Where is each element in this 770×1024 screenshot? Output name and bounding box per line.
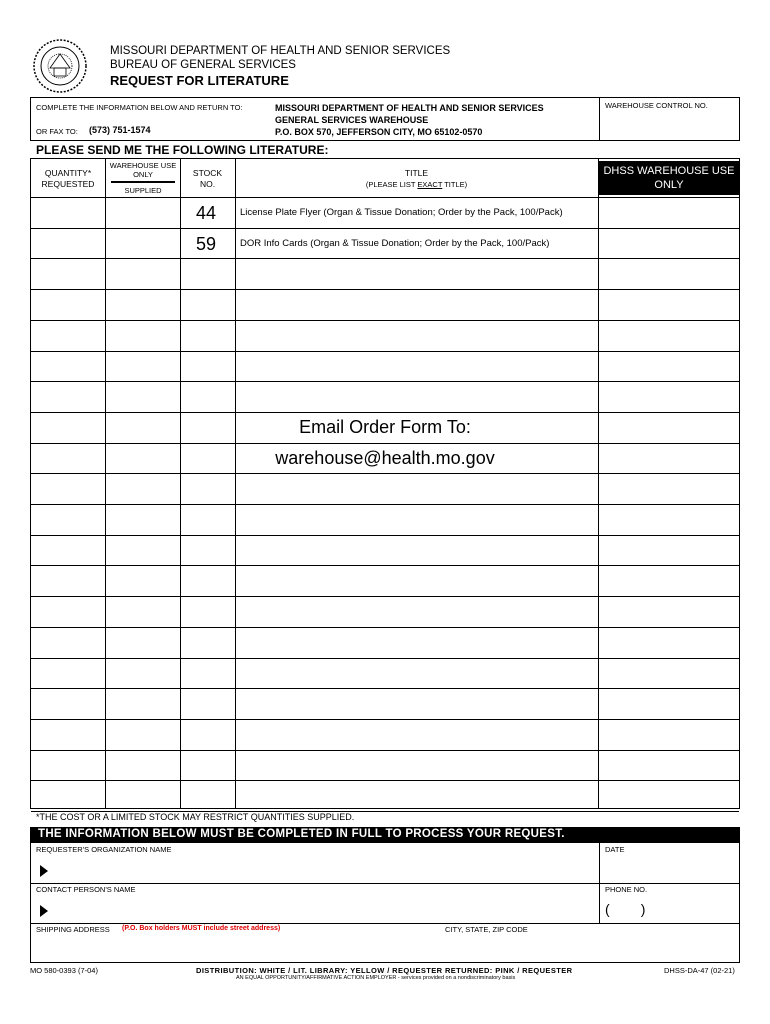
dhss-form-number: DHSS-DA-47 (02-21) [664,966,735,975]
table-row-line [31,596,739,597]
table-row-line [31,381,739,382]
address-line-1: MISSOURI DEPARTMENT OF HEALTH AND SENIOR SERVICES [275,103,544,113]
table-row-line [31,535,739,536]
email-label: Email Order Form To: [299,417,471,437]
return-instruction: COMPLETE THE INFORMATION BELOW AND RETURN TO: [36,103,243,112]
bureau-name: BUREAU OF GENERAL SERVICES [110,59,296,71]
fax-label: OR FAX TO: [36,127,78,136]
org-name-label: REQUESTER'S ORGANIZATION NAME [36,845,172,854]
state-seal-icon [32,38,88,94]
row-2-stock: 59 [196,234,217,254]
row-2-title: DOR Info Cards (Organ & Tissue Donation; Order by the Pack, 100/Pack) [240,238,550,249]
date-label: DATE [605,845,625,854]
table-row-line [31,504,739,505]
distribution-text: DISTRIBUTION: WHITE / LIT. LIBRARY: YELLOW / REQUESTER RETURNED: PINK / REQUESTER [196,966,573,975]
shipping-note: (P.O. Box holders MUST include street address) [122,925,281,932]
quantity-header: QUANTITY* REQUESTED [41,168,95,189]
row-1-stock: 44 [196,203,217,223]
title-header: TITLE (PLEASE LIST EXACT TITLE) [365,168,468,189]
shipping-label: SHIPPING ADDRESS [36,925,110,934]
contact-label: CONTACT PERSON'S NAME [36,885,136,894]
phone-parens: ( ) [605,901,646,917]
table-row-line [31,719,739,720]
table-row-line [31,197,739,198]
form-number: MO 580-0393 (7-04) [30,966,98,975]
table-row-line [31,565,739,566]
section-title-bar [30,141,740,159]
table-row-line [31,320,739,321]
stock-header: STOCK NO. [192,168,223,189]
warehouse-control-label: WAREHOUSE CONTROL NO. [605,101,708,110]
form-title: REQUEST FOR LITERATURE [110,73,289,88]
table-row-line [31,351,739,352]
table-row-line [31,750,739,751]
dept-name: MISSOURI DEPARTMENT OF HEALTH AND SENIOR SERVICES [110,45,451,57]
info-bar-text: THE INFORMATION BELOW MUST BE COMPLETED IN FULL TO PROCESS YOUR REQUEST. [38,828,565,840]
cost-note: *THE COST OR A LIMITED STOCK MAY RESTRICT QUANTITIES SUPPLIED. [36,812,355,822]
requester-info-box [30,843,740,963]
table-row-line [31,443,739,444]
department-header [110,44,450,72]
address-line-3: P.O. BOX 570, JEFFERSON CITY, MO 65102-0570 [275,127,483,137]
table-row-line [31,658,739,659]
email-address[interactable]: warehouse@health.mo.gov [275,448,495,468]
supplied-header: SUPPLIED [124,186,162,195]
table-row-line [31,688,739,689]
city-label: CITY, STATE, ZIP CODE [445,925,528,934]
table-row-line [31,228,739,229]
dhss-warehouse-header: DHSS WAREHOUSE USE ONLY [599,161,739,195]
org-name-arrow-icon [40,865,48,877]
warehouse-use-header: WAREHOUSE USE ONLY [109,161,177,179]
return-info-box [30,97,740,141]
table-row-line [31,780,739,781]
phone-label: PHONE NO. [605,885,648,894]
row-1-title: License Plate Flyer (Organ & Tissue Donation; Order by the Pack, 100/Pack) [240,207,563,218]
info-bar [30,827,740,843]
contact-arrow-icon [40,905,48,917]
table-row-line [31,258,739,259]
eoe-text: AN EQUAL OPPORTUNITY/AFFIRMATIVE ACTION EMPLOYER - services provided on a nondiscriminatory basis [236,975,516,981]
literature-table [30,158,740,809]
fax-number: (573) 751-1574 [89,125,151,135]
address-line-2: GENERAL SERVICES WAREHOUSE [275,115,429,125]
table-row-line [31,412,739,413]
return-address [275,102,544,138]
table-row-line [31,289,739,290]
table-row-line [31,473,739,474]
section-title: PLEASE SEND ME THE FOLLOWING LITERATURE: [36,143,329,157]
table-row-line [31,627,739,628]
